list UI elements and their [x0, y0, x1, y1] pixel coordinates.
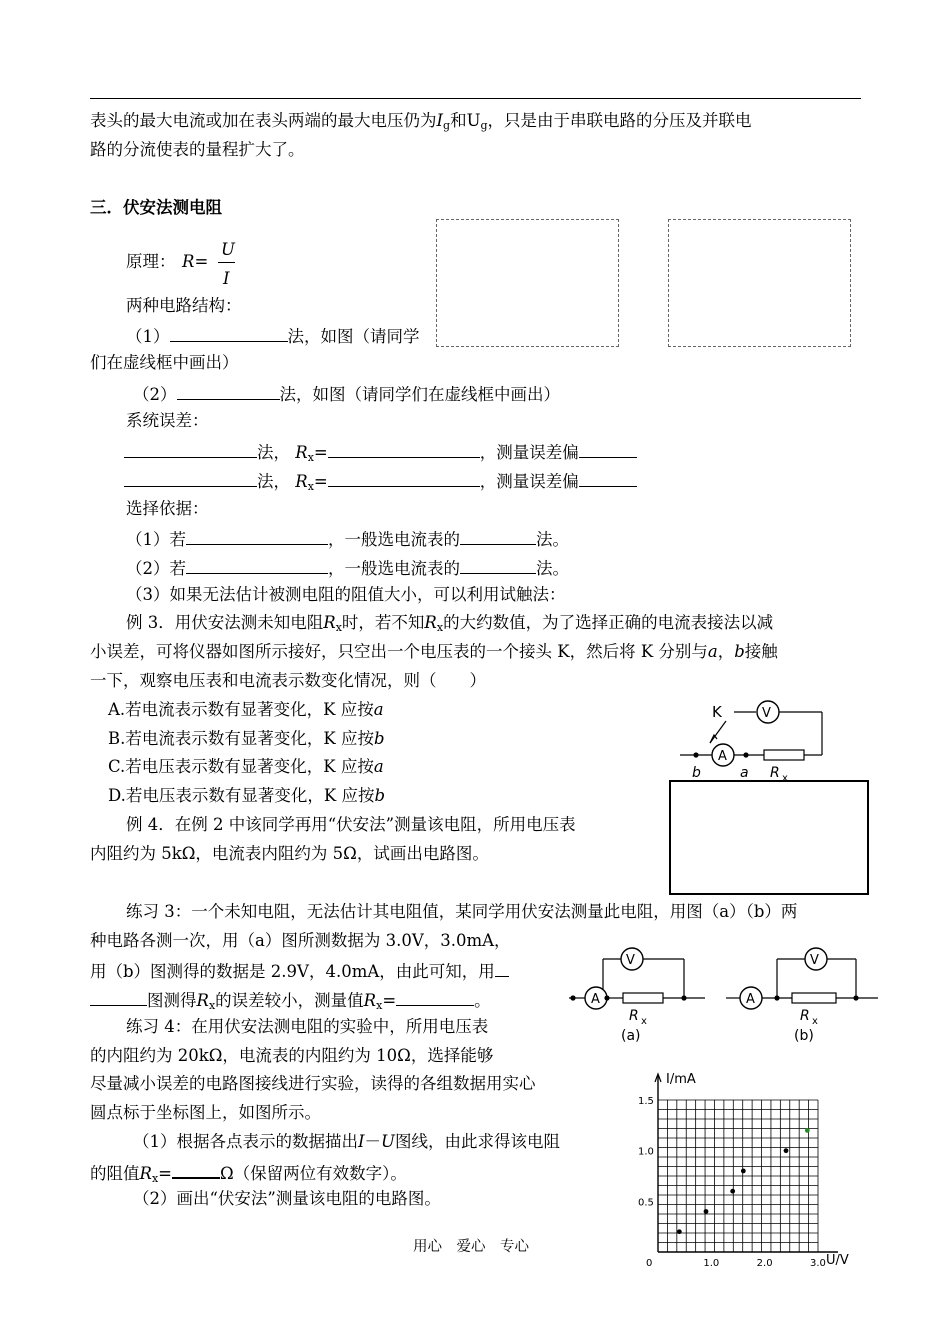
- ex3-line-1: [126, 615, 773, 633]
- fig-caption-b: (b): [794, 1028, 814, 1044]
- blank-p4-rx[interactable]: [172, 1162, 220, 1179]
- ex3-b: b: [734, 642, 745, 661]
- option-b-text: B.若电流表示数有显著变化，K 应按: [108, 729, 374, 748]
- fig-resistor: [623, 993, 663, 1003]
- fig-resistor: [764, 750, 804, 760]
- data-point: [805, 1128, 810, 1133]
- p3-r: R: [196, 991, 209, 1010]
- intro-line-1: [90, 113, 752, 131]
- ig-subscript: g: [443, 119, 451, 132]
- p3-line-4: [90, 990, 491, 1011]
- p4-q2: （2）画出“伏安法”测量该电阻的电路图。: [133, 1189, 441, 1208]
- blank-method-2[interactable]: [177, 384, 280, 400]
- error-fa: 法，: [257, 443, 290, 462]
- basis1-b: ，一般选电流表的: [328, 530, 460, 549]
- formula-eq: =: [194, 252, 209, 271]
- principle-formula: [182, 254, 208, 271]
- ex3-x2: x: [436, 621, 444, 634]
- intro-text: 表头的最大电流或加在表头两端的最大电压仍为: [90, 111, 437, 130]
- p3-text-3: 用（b）图测得的数据是 2.9V，4.0mA，由此可知，用: [90, 962, 495, 981]
- fig-switch-lead: [710, 721, 726, 743]
- blank-p3-value[interactable]: [396, 990, 474, 1006]
- error-eq: =: [313, 443, 328, 462]
- structure-item-2: [133, 384, 560, 404]
- p4-q1-cont: [90, 1162, 407, 1184]
- option-d-text: D.若电压表示数有显著变化，K 应按: [108, 786, 375, 805]
- fig-node: [570, 995, 575, 1000]
- drawing-box-1[interactable]: [436, 219, 619, 347]
- drawing-box-2[interactable]: [668, 219, 851, 347]
- ex3-a: a: [707, 642, 718, 661]
- fig-x-label: x: [812, 1016, 818, 1027]
- p4-line-1: 练习 4：在用伏安法测电阻的实验中，所用电压表: [126, 1017, 489, 1036]
- ex3-text-2b: 接触: [744, 642, 778, 661]
- formula-r: R: [182, 252, 195, 271]
- ex4-line-1: 例 4．在例 2 中该同学再用“伏安法”测量该电阻，所用电压表: [126, 815, 576, 834]
- p3-text-4a: 图测得: [147, 991, 197, 1010]
- basis-item-3: （3）如果无法估计被测电阻的阻值大小，可以利用试触法：: [126, 585, 566, 604]
- p3-line-1: 练习 3：一个未知电阻，无法估计其电阻值，某同学用伏安法测量此电阻，用图（a）（b）两: [126, 902, 798, 921]
- ex3-text-a: 例 3．用伏安法测未知电阻: [126, 613, 324, 632]
- data-point: [784, 1148, 789, 1153]
- fig-node-b: [693, 752, 698, 757]
- fig-node: [853, 995, 858, 1000]
- p4-q1-e: Ω（保留两位有效数字）。: [219, 1164, 407, 1183]
- blank-method-1[interactable]: [170, 326, 288, 342]
- basis1-a: （1）若: [126, 530, 186, 549]
- basis-item-2: [126, 558, 569, 578]
- p3-x2: x: [376, 999, 383, 1012]
- fig-v-label: V: [810, 953, 819, 968]
- item1-text: 法，如图（请同学: [287, 327, 420, 346]
- ex3-x: x: [335, 621, 342, 634]
- basis2-a: （2）若: [126, 559, 186, 578]
- error-title: 系统误差：: [126, 411, 209, 430]
- blank-basis-method-1[interactable]: [460, 529, 536, 545]
- basis-item-1: [126, 529, 569, 549]
- p3-line-3: [90, 961, 509, 981]
- x-tick-label: 2.0: [756, 1258, 773, 1269]
- fig-node: [604, 995, 609, 1000]
- blank-bias-2[interactable]: [579, 471, 637, 487]
- p3-line-2: 种电路各测一次，用（a）图所测数据为 3.0V，3.0mA，: [90, 931, 511, 950]
- fig-r-label: R: [800, 1008, 810, 1024]
- fig-v-label: V: [626, 953, 635, 968]
- p4-i: I: [358, 1132, 365, 1151]
- ex3-circuit-figure: [674, 695, 864, 783]
- option-c-val: a: [373, 757, 384, 776]
- intro-and: 和: [450, 111, 467, 130]
- section-title: 三．伏安法测电阻: [90, 198, 222, 217]
- ex4-drawing-box[interactable]: [669, 780, 869, 895]
- structure-item-1: [126, 326, 420, 346]
- ex3-text-2: 小误差，可将仪器如图所示接好，只空出一个电压表的一个接头 K，然后将 K 分别与: [90, 642, 708, 661]
- blank-p3-fig-b[interactable]: [90, 990, 147, 1006]
- p4-q1-b: 图线，由此求得该电阻: [394, 1132, 560, 1151]
- formula-numerator: U: [221, 240, 235, 259]
- ug-symbol: U: [466, 111, 481, 130]
- option-b[interactable]: [108, 731, 385, 748]
- ex3-comma: ，: [717, 642, 735, 661]
- ex3-text-c: 的大约数值，为了选择正确的电流表接法以减: [443, 613, 774, 632]
- p4-eq: =: [158, 1164, 172, 1183]
- blank-basis-method-2[interactable]: [460, 558, 536, 574]
- blank-error-method-1[interactable]: [124, 442, 257, 458]
- blank-basis-cond-2[interactable]: [186, 558, 328, 574]
- error-fa: 法，: [257, 472, 290, 491]
- blank-p3-fig-a[interactable]: [495, 961, 509, 977]
- fig-r-label: R: [629, 1008, 639, 1024]
- p3-x: x: [208, 999, 216, 1012]
- blank-basis-cond-1[interactable]: [186, 529, 328, 545]
- error-r: R: [295, 472, 308, 491]
- item1-num: （1）: [126, 327, 170, 346]
- error-eq: =: [313, 472, 328, 491]
- formula-denominator: I: [223, 269, 230, 288]
- y-tick-label: 1.0: [638, 1146, 654, 1158]
- data-point: [677, 1229, 682, 1234]
- p3-r2: R: [363, 991, 377, 1010]
- fig-a-label: A: [718, 749, 727, 764]
- x-tick-label: 3.0: [810, 1258, 826, 1269]
- chart-grid: [658, 1100, 818, 1252]
- blank-rx-2[interactable]: [328, 471, 480, 487]
- x-tick-label: 0: [646, 1258, 653, 1269]
- basis2-c: 法。: [536, 559, 569, 578]
- blank-bias-1[interactable]: [579, 442, 637, 458]
- ex3-line-2: [90, 644, 778, 661]
- basis-title: 选择依据：: [126, 499, 209, 518]
- p4-line-3: 尽量减小误差的电路图接线进行实验，读得的各组数据用实心: [90, 1074, 536, 1093]
- principle-label: 原理：: [126, 252, 176, 271]
- basis1-c: 法。: [536, 530, 569, 549]
- p4-q1-a: （1）根据各点表示的数据描出: [133, 1132, 358, 1151]
- y-tick-label: 0.5: [638, 1197, 654, 1209]
- fig-x-label: x: [641, 1016, 647, 1027]
- fig-caption-a: (a): [621, 1028, 641, 1044]
- item2-text: 法，如图（请同学们在虚线框中画出）: [279, 385, 560, 404]
- intro-line-2: 路的分流使表的量程扩大了。: [90, 140, 305, 159]
- fig-a-node-label: a: [740, 765, 749, 781]
- structure-item-1-cont: 们在虚线框中画出）: [90, 353, 239, 372]
- blank-error-method-2[interactable]: [124, 471, 257, 487]
- fig-a-label: A: [746, 992, 755, 1007]
- fig-a-label: A: [591, 992, 600, 1007]
- data-point: [730, 1189, 735, 1194]
- p4-q1-c: 的阻值: [90, 1164, 140, 1183]
- error-tail: ，测量误差偏: [479, 472, 579, 491]
- y-tick-label: 1.5: [638, 1096, 654, 1107]
- option-d-val: b: [374, 786, 386, 805]
- error-x: x: [307, 480, 314, 493]
- data-point: [704, 1209, 709, 1214]
- ex3-r: R: [323, 613, 336, 632]
- footer-text: 用心 爱心 专心: [413, 1239, 529, 1255]
- fig-resistor: [792, 993, 836, 1003]
- p4-line-2: 的内阻约为 20kΩ，电流表的内阻约为 10Ω，选择能够: [90, 1046, 494, 1065]
- option-c-text: C.若电压表示数有显著变化，K 应按: [108, 757, 374, 776]
- option-a-val: a: [373, 700, 384, 719]
- ex4-line-2: 内阻约为 5kΩ，电流表内阻约为 5Ω，试画出电路图。: [90, 844, 489, 863]
- p4-line-4: 圆点标于坐标图上，如图所示。: [90, 1103, 321, 1122]
- p3-eq: =: [382, 991, 397, 1010]
- option-a-text: A.若电流表示数有显著变化，K 应按: [108, 700, 374, 719]
- y-axis-label: I/mA: [666, 1072, 696, 1087]
- fig-b-label: b: [692, 765, 701, 781]
- item2-num: （2）: [133, 385, 177, 404]
- x-tick-label: 1.0: [703, 1258, 720, 1269]
- basis2-b: ，一般选电流表的: [328, 559, 460, 578]
- ex3-r2: R: [424, 613, 437, 632]
- data-point: [741, 1169, 746, 1174]
- ig-symbol: I: [436, 111, 444, 130]
- x-axis-label: U/V: [826, 1253, 849, 1268]
- chart-axes: [655, 1074, 838, 1252]
- p4-x: x: [151, 1172, 159, 1185]
- p3-end: 。: [474, 991, 491, 1010]
- p4-q1: [133, 1134, 560, 1151]
- p3-text-4b: 的误差较小，测量值: [215, 991, 364, 1010]
- p4-r: R: [139, 1164, 152, 1183]
- p4-dash: －: [364, 1132, 382, 1151]
- fraction-bar: [218, 262, 235, 263]
- option-b-val: b: [373, 729, 385, 748]
- p3-circuit-b: [722, 938, 882, 1046]
- ex3-text-b: 时，若不知: [341, 613, 425, 632]
- header-rule: [90, 98, 861, 99]
- ug-subscript: g: [480, 119, 488, 132]
- p3-circuit-a: [565, 938, 715, 1046]
- fig-r-label: R: [770, 765, 780, 781]
- intro-text-2: ，只是由于串联电路的分压及并联电: [487, 111, 752, 130]
- option-c[interactable]: [108, 759, 384, 776]
- error-r: R: [295, 443, 308, 462]
- fig-node: [681, 995, 686, 1000]
- option-a[interactable]: [108, 702, 384, 719]
- fig-node-a: [743, 752, 748, 757]
- fig-x-label: x: [782, 773, 788, 783]
- fig-k-label: K: [712, 703, 722, 721]
- fig-v-label: V: [762, 706, 771, 721]
- chart-ticks: [638, 1096, 826, 1269]
- option-d[interactable]: [108, 788, 385, 805]
- error-x: x: [307, 451, 314, 464]
- error-row-1: [124, 442, 637, 463]
- p4-u: U: [381, 1132, 395, 1151]
- error-tail: ，测量误差偏: [479, 443, 579, 462]
- blank-rx-1[interactable]: [328, 442, 480, 458]
- structures-title: 两种电路结构：: [126, 296, 242, 315]
- ex3-line-3: 一下，观察电压表和电流表示数变化情况，则（ ）: [90, 671, 486, 690]
- iu-chart: [628, 1062, 858, 1284]
- error-row-2: [124, 471, 637, 492]
